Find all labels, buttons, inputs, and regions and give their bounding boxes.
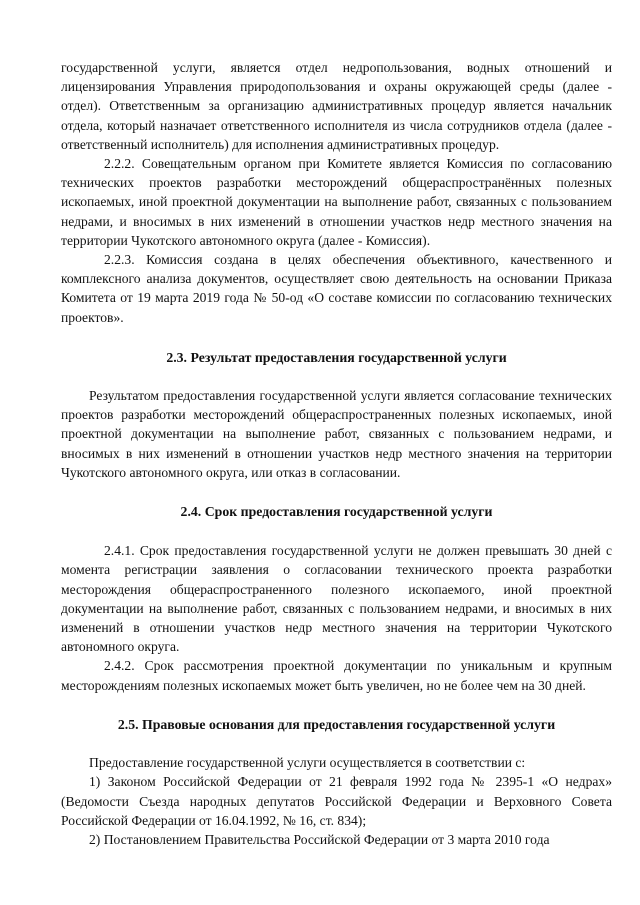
clause-2-2-2: 2.2.2. Совещательным органом при Комитете является Комиссия по согласованию технических проектов разработки месторождений общераспространённых полезных ископаемых, иной проектной документации на выполнение работ, связанных с пользованием недрами, и вносимых в них изменений в отношении участков недр местного значения на территории Чукотского автономного округа (далее - Комиссия). bbox=[61, 156, 612, 248]
section-2-3-heading: 2.3. Результат предоставления государственной услуги bbox=[166, 349, 507, 365]
legal-basis-item-2: 2) Постановлением Правительства Российской Федерации от 3 марта 2010 года bbox=[89, 831, 550, 847]
clause-2-4-1: 2.4.1. Срок предоставления государственной услуги не должен превышать 30 дней с момента регистрации заявления о согласовании технического проекта разработки месторождения общераспространенного полезного ископаемого, иной проектной документации на выполнение работ, связанных с пользованием недрами, и вносимых в них изменений в отношении участков недр местного значения на территории Чукотского автономного округа. bbox=[61, 543, 612, 655]
legal-basis-item-1: 1) Законом Российской Федерации от 21 февраля 1992 года № 2395-1 «О недрах» (Ведомости Съезда народных депутатов Российской Федерации и Верховного Совета Российской Федерации от 16.04.1992, № 16, ст. 834); bbox=[61, 774, 612, 828]
section-2-5-heading: 2.5. Правовые основания для предоставления государственной услуги bbox=[117, 716, 556, 732]
section-2-3-text: Результатом предоставления государственной услуги является согласование технических проектов разработки месторождений общераспространенных полезных ископаемых, иной проектной документации на выполнение работ, связанных с пользованием недрами, и вносимых в них изменений в отношении участков недр местного значения на территории Чукотского автономного округа, или отказ в согласовании. bbox=[61, 388, 612, 480]
clause-2-4-2: 2.4.2. Срок рассмотрения проектной документации по уникальным и крупным месторождениям полезных ископаемых может быть увеличен, но не более чем на 30 дней. bbox=[61, 658, 612, 693]
clause-2-2-3: 2.2.3. Комиссия создана в целях обеспечения объективного, качественного и комплексного анализа документов, осуществляет свою деятельность на основании Приказа Комитета от 19 марта 2019 года № 50-од «О составе комиссии по согласованию технических проектов». bbox=[61, 252, 612, 325]
section-2-5-intro: Предоставление государственной услуги осуществляется в соответствии с: bbox=[89, 755, 526, 771]
intro-paragraph: государственной услуги, является отдел недропользования, водных отношений и лицензирования Управления природопользования и охраны окружающей среды (далее - отдел). Ответственным за организацию административных процедур является начальник отдела, который назначает ответственного исполнителя из числа сотрудников отдела (далее - ответственный исполнитель) для исполнения административных процедур. bbox=[61, 60, 612, 152]
section-2-4-heading: 2.4. Срок предоставления государственной услуги bbox=[180, 504, 493, 520]
document-page bbox=[61, 58, 612, 849]
